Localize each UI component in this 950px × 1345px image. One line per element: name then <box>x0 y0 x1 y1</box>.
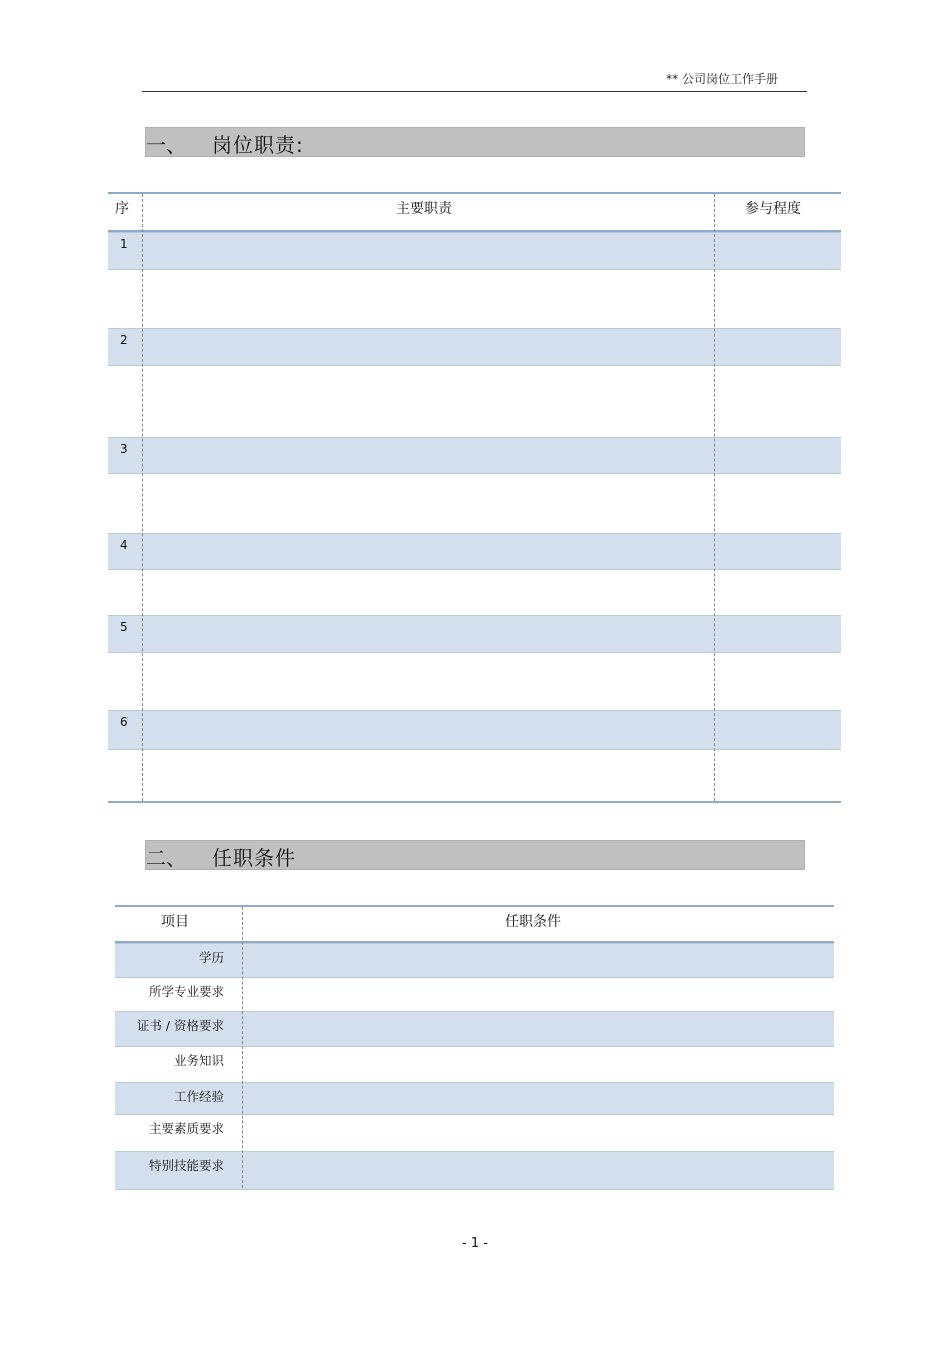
row-number: 6 <box>120 715 128 729</box>
duties-table <box>108 192 841 803</box>
table-row <box>115 1011 834 1047</box>
table-row <box>115 943 834 978</box>
qualifications-table <box>115 905 834 1190</box>
table-header-row <box>115 907 834 943</box>
table-row <box>108 710 841 750</box>
column-divider <box>142 194 143 801</box>
header-divider <box>142 91 807 92</box>
column-header-level: 参与程度 <box>745 201 801 217</box>
row-label: 学历 <box>198 950 224 965</box>
table-row <box>108 328 841 366</box>
table-row <box>115 1082 834 1115</box>
column-header-item: 项目 <box>161 914 189 930</box>
section-title: 岗位职责: <box>212 133 304 157</box>
table-row <box>115 978 834 1011</box>
table-row <box>108 615 841 653</box>
row-label: 特别技能要求 <box>148 1158 224 1173</box>
row-number: 4 <box>120 538 128 552</box>
section-title: 任职条件 <box>212 846 296 870</box>
table-row <box>115 1151 834 1190</box>
table-row <box>108 437 841 474</box>
row-label: 所学专业要求 <box>148 984 224 999</box>
column-header-duty: 主要职责 <box>396 201 452 217</box>
column-divider <box>242 907 243 1188</box>
row-number: 3 <box>120 442 128 456</box>
row-label: 主要素质要求 <box>148 1121 224 1136</box>
section-number: 一、 <box>146 133 186 157</box>
section-number: 二、 <box>146 846 186 870</box>
table-row <box>108 232 841 270</box>
table-row <box>115 1047 834 1082</box>
column-header-condition: 任职条件 <box>505 914 561 930</box>
row-label: 业务知识 <box>173 1053 224 1068</box>
row-label: 工作经验 <box>173 1089 224 1104</box>
page-number: - 1 - <box>462 1236 488 1251</box>
column-header-seq: 序 <box>115 201 129 217</box>
table-header-row <box>108 194 841 232</box>
section-heading-qualifications <box>145 840 805 870</box>
section-heading-duties <box>145 127 805 157</box>
column-divider <box>714 194 715 801</box>
row-label: 证书 / 资格要求 <box>136 1018 224 1033</box>
row-number: 5 <box>120 620 128 634</box>
document-header-title: ** 公司岗位工作手册 <box>666 72 778 86</box>
row-number: 2 <box>120 333 128 347</box>
table-row <box>108 533 841 570</box>
table-row <box>115 1115 834 1151</box>
row-number: 1 <box>120 237 128 251</box>
